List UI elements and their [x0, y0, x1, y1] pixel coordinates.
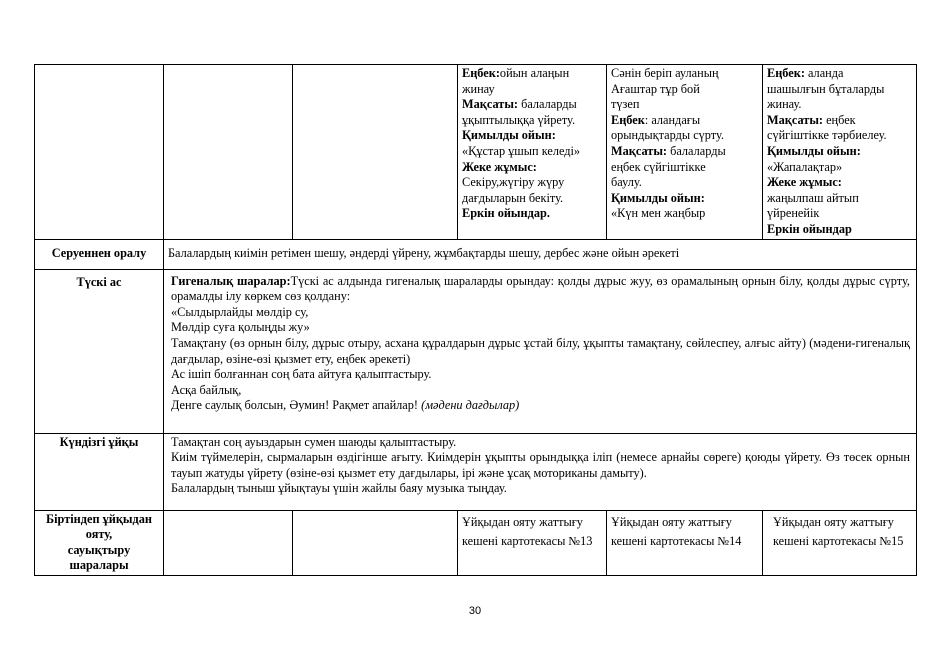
table-row-lunch	[35, 269, 917, 433]
wakeup-line: Ұйқыдан ояту жаттығу	[611, 514, 732, 529]
row-label-wakeup	[35, 510, 164, 575]
cell-line-bold: Жеке жұмыс:	[462, 159, 537, 174]
wakeup-line: кешені картотекасы №14	[611, 534, 742, 549]
cell-line-bold: Еңбек:	[462, 66, 500, 80]
cell-line	[462, 128, 602, 144]
cell-line-text: : аландағы	[644, 112, 701, 127]
lunch-last-text: Денге саулық болсын, Әумин! Рақмет апайлар!	[171, 398, 422, 413]
lunch-text	[164, 269, 917, 433]
cell-line-bold: Жеке жұмыс:	[767, 175, 842, 190]
table-row-activities	[35, 65, 917, 240]
cell-line-text: балаларды	[667, 143, 726, 158]
cell-line-text: Секіру,жүгіру жүру	[462, 175, 565, 190]
row-label-lunch: Түскі ас	[35, 269, 164, 433]
cell-line	[462, 66, 602, 82]
row-label-return: Серуеннен оралу	[35, 239, 164, 269]
cell-line	[767, 97, 912, 113]
wakeup-line: Ұйқыдан ояту жаттығу	[773, 514, 894, 529]
cell-line-text: «Күн мен жаңбыр	[611, 206, 706, 221]
cell-line	[611, 97, 758, 113]
lunch-intro-bold: Гигеналық шаралар:	[171, 273, 291, 288]
cell-line	[767, 222, 912, 238]
nap-text	[164, 433, 917, 510]
cell-line	[611, 128, 758, 144]
row-label-nap: Күндізгі ұйқы	[35, 433, 164, 510]
cell-line	[462, 82, 602, 98]
cell-line	[767, 82, 912, 98]
cell-line-text: балаларды	[518, 97, 577, 112]
cell-line	[611, 160, 758, 176]
cell-line	[462, 206, 602, 222]
cell-line-text: сүйгіштікке тәрбиелеу.	[767, 128, 887, 143]
cell-line	[767, 113, 912, 129]
cell-line	[767, 144, 912, 160]
lunch-line: «Сылдырлайды мөлдір су,	[171, 304, 309, 319]
cell-wednesday-walk	[458, 65, 607, 240]
return-text: Балалардың киімін ретімен шешу, әндерді үйрену, жұмбақтарды шешу, дербес және ойын әрекеті	[164, 239, 917, 269]
cell-line-bold: Мақсаты:	[767, 112, 824, 127]
cell-line	[767, 160, 912, 176]
cell-line-text: ұқыптылыққа үйрету.	[462, 112, 576, 127]
cell-line-bold: Қимылды ойын:	[462, 128, 556, 143]
cell-line-text: «Жапалақтар»	[767, 159, 843, 174]
cell-empty-1	[164, 65, 293, 240]
cell-line-text: «Құстар ұшып келеді»	[462, 143, 581, 158]
cell-line-bold: Еркін ойындар.	[462, 206, 550, 221]
cell-line	[611, 191, 758, 207]
table-row-return	[35, 239, 917, 269]
cell-line-text: шашылғын бұталарды	[767, 81, 885, 96]
lunch-intro-text: Түскі ас алдында гигеналық шараларды орындау: қолды дұрыс жуу, өз орамалының орнын білу, қолды дұрыс сүрту, орамалды ілу көркем сөз қолдану:	[171, 273, 910, 304]
wakeup-label-line: Біртіндеп ұйқыдан	[46, 511, 152, 526]
cell-line	[462, 175, 602, 191]
cell-empty-label	[35, 65, 164, 240]
cell-line	[462, 97, 602, 113]
table-row-wakeup	[35, 510, 917, 575]
lunch-line: Мөлдір суға қолыңды жу»	[171, 320, 310, 335]
wakeup-label-line: ояту,	[85, 527, 113, 542]
wakeup-line: Ұйқыдан ояту жаттығу	[462, 514, 583, 529]
nap-line: Тамақтан соң ауыздарын сумен шаюды қалыптастыру.	[171, 434, 457, 449]
cell-line-bold: Мақсаты:	[462, 97, 519, 112]
cell-line-text: Сәнін беріп ауланың	[611, 66, 719, 80]
cell-line	[611, 66, 758, 82]
cell-line-text: жинау	[462, 81, 495, 96]
cell-line	[767, 66, 912, 82]
cell-line-text: үйренейік	[767, 206, 820, 221]
nap-line: Киім түймелерін, сырмаларын өздігінше ағыту. Киімдерін ұқыпты орындыққа іліп (немесе арнайы сөреге) қоюды үйрету. Өз төсек орнын тауып жатуды үйрету (өзіне-өзі қызмет ету дағдылары, ірі және ұсақ моториканы дамыту).	[171, 450, 910, 480]
cell-line	[462, 113, 602, 129]
cell-line-bold: Мақсаты:	[611, 143, 668, 158]
cell-line-text: аланда	[804, 66, 844, 80]
cell-line	[767, 206, 912, 222]
page-number: 30	[468, 605, 482, 617]
table-row-nap	[35, 433, 917, 510]
cell-line-bold: Қимылды ойын:	[767, 143, 861, 158]
cell-empty-2	[293, 65, 458, 240]
wakeup-label-line: сауықтыру	[67, 542, 131, 557]
cell-empty-4	[293, 510, 458, 575]
cell-empty-3	[164, 510, 293, 575]
cell-line-text: Ағаштар тұр бой	[611, 81, 700, 96]
cell-thursday-walk	[607, 65, 763, 240]
cell-line	[462, 144, 602, 160]
cell-line	[462, 191, 602, 207]
cell-line-text: еңбек	[823, 112, 856, 127]
cell-line	[767, 175, 912, 191]
cell-line	[462, 160, 602, 176]
cell-line-text: ойын алаңын	[499, 66, 570, 80]
cell-line	[611, 113, 758, 129]
cell-line-text: еңбек сүйгіштікке	[611, 159, 706, 174]
nap-line: Балалардың тыныш ұйықтауы үшін жайлы баяу музыка тыңдау.	[171, 481, 507, 496]
cell-line-text: баулу.	[611, 175, 642, 190]
lunch-line: Тамақтану (өз орнын білу, дұрыс отыру, асхана құралдарын дұрыс ұстай білу, ұқыпты тамақтану, сөйлеспеу, алғыс айту) (мәдени-гигеналық дағдылар, өзіне-өзі қызмет ету, еңбек әрекеті)	[171, 335, 910, 366]
cell-line	[611, 144, 758, 160]
cell-wakeup-15	[763, 510, 917, 575]
wakeup-line: кешені картотекасы №13	[462, 534, 593, 549]
cell-line-text: жинау.	[767, 97, 802, 112]
lunch-line: Ас ішіп болғаннан соң бата айтуға қалыптастыру.	[171, 367, 432, 382]
cell-friday-walk	[763, 65, 917, 240]
cell-line	[767, 128, 912, 144]
cell-line-bold: Еңбек	[611, 112, 645, 127]
cell-line-text: орындықтарды сүрту.	[611, 128, 724, 143]
wakeup-line: кешені картотекасы №15	[773, 534, 904, 549]
cell-line-bold: Қимылды ойын:	[611, 190, 705, 205]
cell-line	[767, 191, 912, 207]
schedule-table	[34, 64, 917, 576]
cell-line-text: жаңылпаш айтып	[767, 190, 859, 205]
cell-line	[611, 206, 758, 222]
cell-line-bold: Еркін ойындар	[767, 221, 852, 236]
cell-line	[611, 175, 758, 191]
cell-line	[611, 82, 758, 98]
cell-wakeup-13	[458, 510, 607, 575]
cell-wakeup-14	[607, 510, 763, 575]
lunch-last-italic: (мәдени дағдылар)	[421, 398, 520, 413]
lunch-line: Асқа байлық,	[171, 382, 242, 397]
wakeup-label-line: шаралары	[69, 558, 129, 573]
cell-line-text: түзеп	[611, 97, 640, 112]
cell-line-text: дағдыларын бекіту.	[462, 190, 564, 205]
cell-line-bold: Еңбек:	[767, 66, 805, 80]
